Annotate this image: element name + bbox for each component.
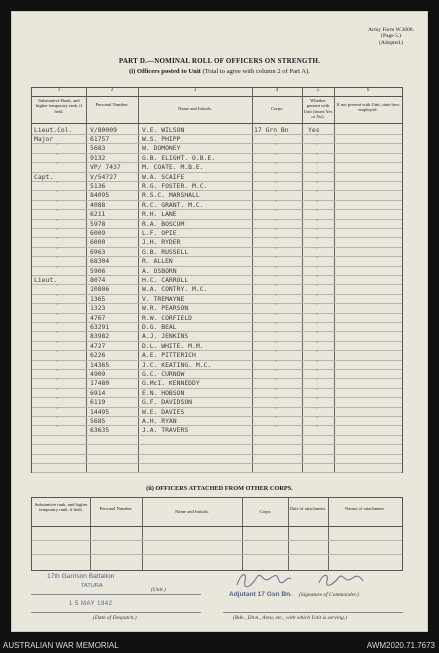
personal-number-cell: 4767 bbox=[90, 313, 106, 322]
table-row bbox=[32, 219, 402, 220]
form-name: Army Form W.3008. bbox=[368, 27, 414, 33]
name-cell: W.A. SCAIFE bbox=[142, 172, 185, 181]
name-cell: E.N. HOBSON bbox=[142, 388, 185, 397]
ditto-mark: " bbox=[56, 163, 59, 169]
area-line bbox=[223, 612, 403, 613]
ditto-mark: " bbox=[316, 426, 319, 432]
personal-number-cell: 5978 bbox=[90, 219, 106, 228]
personal-number-cell: 4909 bbox=[90, 369, 106, 378]
ditto-mark: " bbox=[275, 416, 278, 422]
personal-number-cell: 6963 bbox=[90, 247, 106, 256]
name-cell: R.A. BOSCUM bbox=[142, 219, 185, 228]
name-cell: A. OSBORN bbox=[142, 266, 177, 275]
attached-title: (ii) OFFICERS ATTACHED FROM OTHER CORPS. bbox=[146, 485, 293, 492]
col-divider bbox=[334, 88, 335, 472]
table-row bbox=[32, 284, 402, 285]
ditto-mark: " bbox=[275, 266, 278, 272]
form-identifier bbox=[368, 27, 414, 46]
table-row bbox=[32, 143, 402, 144]
header-number: Personal Number. bbox=[95, 102, 129, 107]
colnum-5: 5 bbox=[316, 88, 320, 93]
unit-line bbox=[31, 594, 201, 595]
ditto-mark: " bbox=[275, 144, 278, 150]
name-cell: A.H. RYAN bbox=[142, 416, 177, 425]
header-divider bbox=[32, 526, 402, 527]
column-number-row bbox=[32, 88, 402, 97]
personal-number-cell: 61757 bbox=[90, 134, 110, 143]
name-cell: V.E. WILSON bbox=[142, 125, 185, 134]
table-row bbox=[32, 407, 402, 408]
ditto-mark: " bbox=[316, 275, 319, 281]
table-row bbox=[32, 303, 402, 304]
ditto-mark: " bbox=[56, 257, 59, 263]
header-employment: If not present with Unit, state how employed. bbox=[336, 102, 400, 113]
name-cell: W.A. CONTRY. M.C. bbox=[142, 285, 208, 294]
ditto-mark: " bbox=[316, 210, 319, 216]
name-cell: D.G. BEAL bbox=[142, 322, 177, 331]
ditto-mark: " bbox=[316, 191, 319, 197]
name-cell: J.A. TRAVERS bbox=[142, 426, 189, 435]
table-row bbox=[32, 247, 402, 248]
ditto-mark: " bbox=[316, 257, 319, 263]
table-row bbox=[32, 369, 402, 370]
attached-header-nature: Nature of attachment. bbox=[345, 506, 385, 511]
table-row bbox=[32, 181, 402, 182]
ditto-mark: " bbox=[56, 313, 59, 319]
table-row bbox=[32, 237, 402, 238]
personal-number-cell: 14495 bbox=[90, 407, 110, 416]
ditto-mark: " bbox=[275, 341, 278, 347]
ditto-mark: " bbox=[275, 398, 278, 404]
personal-number-cell: VP/ 7437 bbox=[90, 163, 121, 172]
ditto-mark: " bbox=[275, 285, 278, 291]
attached-table bbox=[31, 497, 403, 571]
personal-number-cell: 5136 bbox=[90, 181, 106, 190]
archive-reference: AWM2020.71.7673 bbox=[366, 641, 435, 650]
table-row bbox=[32, 388, 402, 389]
personal-number-cell: V/80009 bbox=[90, 125, 117, 134]
ditto-mark: " bbox=[316, 200, 319, 206]
personal-number-cell: 84095 bbox=[90, 191, 110, 200]
ditto-mark: " bbox=[316, 294, 319, 300]
personal-number-cell: 6119 bbox=[90, 398, 106, 407]
corps-cell: 17 Grn Bn bbox=[254, 125, 289, 134]
signature-caption: (Signature of Commander.) bbox=[299, 592, 359, 598]
ditto-mark: " bbox=[275, 304, 278, 310]
personal-number-cell: 63635 bbox=[90, 426, 110, 435]
area-caption: (Bde., Divn., Area, etc., with which Unit is serving.) bbox=[233, 615, 347, 621]
ditto-mark: " bbox=[275, 172, 278, 178]
personal-number-cell: 9132 bbox=[90, 153, 106, 162]
table-row bbox=[32, 540, 402, 541]
attached-header-name: Name and Initials. bbox=[175, 509, 209, 514]
ditto-mark: " bbox=[316, 398, 319, 404]
table-row bbox=[32, 463, 402, 464]
ditto-mark: " bbox=[316, 379, 319, 385]
ditto-mark: " bbox=[56, 153, 59, 159]
colnum-2: 2 bbox=[110, 88, 114, 93]
ditto-mark: " bbox=[56, 210, 59, 216]
table-row bbox=[32, 454, 402, 455]
attached-header-number: Personal Number. bbox=[99, 506, 133, 511]
rank-cell: Major bbox=[34, 134, 54, 143]
document-page bbox=[11, 11, 428, 632]
unit-caption: (Unit.) bbox=[151, 587, 166, 593]
name-cell: J.C. KEATING. M.C. bbox=[142, 360, 212, 369]
personal-number-cell: 4088 bbox=[90, 200, 106, 209]
date-stamp: 1 5 MAY 1942 bbox=[69, 601, 113, 607]
name-cell: A.J. JENKINS bbox=[142, 332, 189, 341]
name-cell: G.C. CURNOW bbox=[142, 369, 185, 378]
table-row bbox=[32, 256, 402, 257]
personal-number-cell: 6009 bbox=[90, 228, 106, 237]
name-cell: D.L. WHITE. M.M. bbox=[142, 341, 204, 350]
ditto-mark: " bbox=[56, 294, 59, 300]
rank-cell: Lieut.Col. bbox=[34, 125, 73, 134]
attached-header-corps: Corps bbox=[259, 509, 271, 514]
colnum-4: 4 bbox=[275, 88, 279, 93]
form-status: (Adopted.) bbox=[379, 39, 404, 46]
ditto-mark: " bbox=[275, 228, 278, 234]
colnum-3: 3 bbox=[193, 88, 197, 93]
table-row bbox=[32, 425, 402, 426]
ditto-mark: " bbox=[275, 191, 278, 197]
rank-cell: Capt. bbox=[34, 172, 54, 181]
table-row bbox=[32, 134, 402, 135]
ditto-mark: " bbox=[316, 304, 319, 310]
ditto-mark: " bbox=[275, 247, 278, 253]
personal-number-cell: 10806 bbox=[90, 285, 110, 294]
name-cell: J.H. RYDER bbox=[142, 238, 181, 247]
ditto-mark: " bbox=[275, 257, 278, 263]
personal-number-cell: 5685 bbox=[90, 416, 106, 425]
ditto-mark: " bbox=[275, 294, 278, 300]
ditto-mark: " bbox=[56, 360, 59, 366]
name-cell: R.W. CORFIELD bbox=[142, 313, 193, 322]
ditto-mark: " bbox=[316, 341, 319, 347]
personal-number-cell: 17480 bbox=[90, 379, 110, 388]
table-row bbox=[32, 554, 402, 555]
personal-number-cell: 8074 bbox=[90, 275, 106, 284]
ditto-mark: " bbox=[316, 369, 319, 375]
name-cell: G.B. ELIGHT. O.B.E. bbox=[142, 153, 216, 162]
ditto-mark: " bbox=[275, 313, 278, 319]
header-divider bbox=[32, 123, 402, 124]
ditto-mark: " bbox=[56, 322, 59, 328]
ditto-mark: " bbox=[275, 163, 278, 169]
name-cell: R.H. LANE bbox=[142, 210, 177, 219]
table-row bbox=[32, 378, 402, 379]
ditto-mark: " bbox=[275, 369, 278, 375]
colnum-1: 1 bbox=[57, 88, 61, 93]
col-divider bbox=[86, 88, 87, 472]
part-d-title: PART D.—NOMINAL ROLL OF OFFICERS ON STRENGTH. bbox=[118, 57, 321, 65]
ditto-mark: " bbox=[316, 332, 319, 338]
ditto-mark: " bbox=[316, 313, 319, 319]
table-row bbox=[32, 331, 402, 332]
ditto-mark: " bbox=[275, 153, 278, 159]
ditto-mark: " bbox=[275, 351, 278, 357]
name-cell: W.S. PHIPP bbox=[142, 134, 181, 143]
subtitle-rest: (Total to agree with column 2 of Part A). bbox=[202, 68, 310, 75]
name-cell: L.F. OPIE bbox=[142, 228, 177, 237]
ditto-mark: " bbox=[56, 181, 59, 187]
personal-number-cell: 6914 bbox=[90, 388, 106, 397]
ditto-mark: " bbox=[56, 144, 59, 150]
ditto-mark: " bbox=[56, 200, 59, 206]
table-row bbox=[32, 209, 402, 210]
part-d-subtitle bbox=[11, 68, 428, 75]
ditto-mark: " bbox=[56, 398, 59, 404]
name-cell: W. DOMONEY bbox=[142, 144, 181, 153]
ditto-mark: " bbox=[56, 388, 59, 394]
personal-number-cell: 1323 bbox=[90, 304, 106, 313]
ditto-mark: " bbox=[275, 360, 278, 366]
attached-header-date: Date of attachment. bbox=[289, 506, 327, 511]
ditto-mark: " bbox=[275, 275, 278, 281]
table-row bbox=[32, 294, 402, 295]
personal-number-cell: 83982 bbox=[90, 332, 110, 341]
ditto-mark: " bbox=[56, 238, 59, 244]
col-divider bbox=[252, 88, 253, 472]
rank-cell: Lieut. bbox=[34, 275, 58, 284]
name-cell: H.C. CARROLL bbox=[142, 275, 189, 284]
personal-number-cell: V/54727 bbox=[90, 172, 117, 181]
signature-stamp: Adjutant 17 Gsn Bn. bbox=[229, 591, 293, 598]
ditto-mark: " bbox=[316, 416, 319, 422]
table-row bbox=[32, 162, 402, 163]
ditto-mark: " bbox=[56, 351, 59, 357]
table-row bbox=[32, 313, 402, 314]
ditto-mark: " bbox=[316, 219, 319, 225]
ditto-mark: " bbox=[316, 351, 319, 357]
name-cell: G.F. DAVIDSON bbox=[142, 398, 193, 407]
ditto-mark: " bbox=[56, 247, 59, 253]
header-present: Whether present with Unit (insert Yes or No). bbox=[303, 98, 333, 120]
name-cell: W.R. PEARSON bbox=[142, 304, 189, 313]
unit-stamp-line1: 17th Garrison Battalion bbox=[47, 573, 115, 580]
ditto-mark: " bbox=[56, 285, 59, 291]
form-page: (Page 5.) bbox=[381, 33, 401, 40]
table-row bbox=[32, 435, 402, 436]
ditto-mark: " bbox=[56, 266, 59, 272]
ditto-mark: " bbox=[316, 266, 319, 272]
ditto-mark: " bbox=[275, 181, 278, 187]
name-cell: R.C. GRANT. M.C. bbox=[142, 200, 204, 209]
ditto-mark: " bbox=[56, 332, 59, 338]
personal-number-cell: 1365 bbox=[90, 294, 106, 303]
name-cell: W.E. DAVIES bbox=[142, 407, 185, 416]
ditto-mark: " bbox=[316, 322, 319, 328]
personal-number-cell: 5683 bbox=[90, 144, 106, 153]
table-row bbox=[32, 228, 402, 229]
table-row bbox=[32, 341, 402, 342]
present-cell: Yes bbox=[308, 125, 320, 134]
ditto-mark: " bbox=[316, 134, 319, 140]
table-row bbox=[32, 275, 402, 276]
unit-stamp-line2: TATURA bbox=[81, 583, 103, 589]
personal-number-cell: 6211 bbox=[90, 210, 106, 219]
name-cell: V. TREMAYNE bbox=[142, 294, 185, 303]
table-row bbox=[32, 444, 402, 445]
ditto-mark: " bbox=[56, 304, 59, 310]
personal-number-cell: 14365 bbox=[90, 360, 110, 369]
table-row bbox=[32, 360, 402, 361]
ditto-mark: " bbox=[56, 416, 59, 422]
ditto-mark: " bbox=[316, 360, 319, 366]
ditto-mark: " bbox=[316, 238, 319, 244]
colnum-6: 6 bbox=[366, 88, 370, 93]
ditto-mark: " bbox=[56, 219, 59, 225]
ditto-mark: " bbox=[275, 332, 278, 338]
handwritten-signature bbox=[233, 567, 373, 593]
personal-number-cell: 63291 bbox=[90, 322, 110, 331]
col-divider bbox=[302, 88, 303, 472]
ditto-mark: " bbox=[316, 181, 319, 187]
ditto-mark: " bbox=[275, 426, 278, 432]
date-line bbox=[31, 612, 201, 613]
ditto-mark: " bbox=[275, 238, 278, 244]
ditto-mark: " bbox=[275, 200, 278, 206]
ditto-mark: " bbox=[316, 144, 319, 150]
personal-number-cell: 6000 bbox=[90, 238, 106, 247]
name-cell: G.McI. KENNEDDY bbox=[142, 379, 200, 388]
ditto-mark: " bbox=[316, 388, 319, 394]
personal-number-cell: 5906 bbox=[90, 266, 106, 275]
col-divider bbox=[138, 88, 139, 472]
ditto-mark: " bbox=[275, 210, 278, 216]
table-row bbox=[32, 190, 402, 191]
header-rank: Substantive Rank, and higher temporary rank, if held. bbox=[35, 98, 83, 114]
table-row bbox=[32, 266, 402, 267]
ditto-mark: " bbox=[56, 341, 59, 347]
table-row bbox=[32, 397, 402, 398]
personal-number-cell: 68304 bbox=[90, 257, 110, 266]
header-corps: Corps. bbox=[270, 106, 284, 111]
personal-number-cell: 4727 bbox=[90, 341, 106, 350]
ditto-mark: " bbox=[56, 426, 59, 432]
ditto-mark: " bbox=[316, 228, 319, 234]
ditto-mark: " bbox=[316, 247, 319, 253]
table-row bbox=[32, 416, 402, 417]
table-row bbox=[32, 200, 402, 201]
date-caption: (Date of Despatch.) bbox=[93, 615, 137, 621]
ditto-mark: " bbox=[275, 379, 278, 385]
name-cell: R.G. FOSTER. M.C. bbox=[142, 181, 208, 190]
table-row bbox=[32, 322, 402, 323]
ditto-mark: " bbox=[316, 407, 319, 413]
ditto-mark: " bbox=[56, 191, 59, 197]
table-row bbox=[32, 350, 402, 351]
ditto-mark: " bbox=[275, 322, 278, 328]
name-cell: A.E. PITTERICH bbox=[142, 351, 196, 360]
table-row bbox=[32, 153, 402, 154]
ditto-mark: " bbox=[56, 369, 59, 375]
ditto-mark: " bbox=[56, 379, 59, 385]
ditto-mark: " bbox=[275, 388, 278, 394]
name-cell: M. COATE. M.B.E. bbox=[142, 163, 204, 172]
ditto-mark: " bbox=[316, 172, 319, 178]
officers-roll-table bbox=[31, 87, 403, 473]
ditto-mark: " bbox=[316, 153, 319, 159]
header-name: Name and Initials. bbox=[178, 106, 212, 111]
attached-header-rank: Substantive rank, and higher temporary rank, if held. bbox=[34, 502, 88, 513]
ditto-mark: " bbox=[275, 407, 278, 413]
table-row bbox=[32, 172, 402, 173]
name-cell: G.B. RUSSELL bbox=[142, 247, 189, 256]
name-cell: R.S.C. MARSHALL bbox=[142, 191, 200, 200]
archive-label: AUSTRALIAN WAR MEMORIAL bbox=[3, 641, 119, 650]
subtitle-bold: (i) Officers posted to Unit bbox=[129, 68, 201, 75]
ditto-mark: " bbox=[275, 219, 278, 225]
personal-number-cell: 6226 bbox=[90, 351, 106, 360]
table-row bbox=[32, 472, 402, 473]
ditto-mark: " bbox=[275, 134, 278, 140]
name-cell: R. ALLEN bbox=[142, 257, 173, 266]
ditto-mark: " bbox=[56, 228, 59, 234]
ditto-mark: " bbox=[316, 163, 319, 169]
ditto-mark: " bbox=[316, 285, 319, 291]
ditto-mark: " bbox=[56, 407, 59, 413]
